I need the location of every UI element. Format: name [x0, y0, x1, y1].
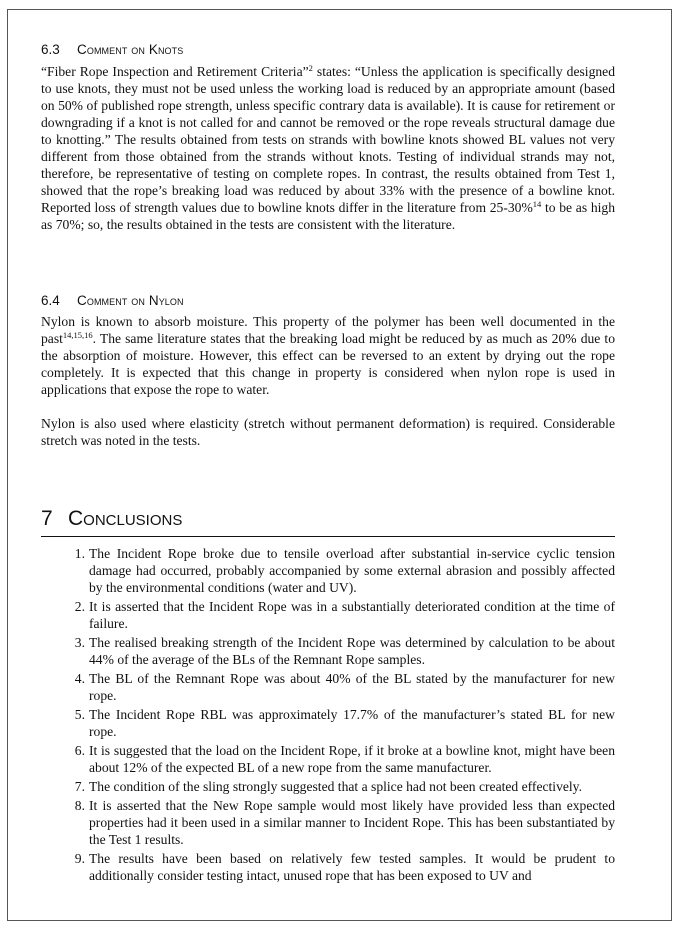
heading-6-3-number: 6.3	[41, 42, 60, 57]
heading-6-3	[41, 42, 183, 57]
document-page	[7, 9, 672, 921]
conclusion-text: The BL of the Remnant Rope was about 40% of the BL stated by the manufacturer for new rope.	[89, 671, 615, 703]
conclusion-number: 6 .	[67, 742, 85, 759]
conclusion-item	[67, 850, 615, 884]
conclusion-number: 7 .	[67, 778, 85, 795]
knots-text-a: “Fiber Rope Inspection and Retirement Criteria”	[41, 64, 309, 79]
conclusion-number: 9 .	[67, 850, 85, 867]
paragraph-nylon-1	[41, 313, 615, 398]
conclusion-item	[67, 598, 615, 632]
nylon-text-b: . The same literature states that the breaking load might be reduced by as much as 20% due to the absorption of moisture. However, this effect can be reversed to an extent by drying out the rope completely. It is expected that this change in property is considered when nylon rope is used in applications that expose the rope to water.	[41, 331, 615, 397]
conclusion-number: 3 .	[67, 634, 85, 651]
heading-7-title: Conclusions	[68, 507, 183, 530]
conclusion-item	[67, 778, 615, 795]
conclusion-number: 8 .	[67, 797, 85, 814]
nylon-text-a: Nylon is known to absorb moisture. This property of the polymer has been well documented in the past	[41, 314, 615, 346]
conclusions-list	[67, 545, 615, 886]
footnote-ref-14-15-16: 14,15,16	[62, 330, 93, 340]
conclusion-number: 5 .	[67, 706, 85, 723]
conclusion-number: 2 .	[67, 598, 85, 615]
conclusion-text: The Incident Rope broke due to tensile overload after substantial in-service cyclic tension damage had occurred, probably accompanied by some external abrasion and possibly affected by the environmental conditions (water and UV).	[89, 546, 615, 595]
heading-6-3-title: Comment on Knots	[77, 42, 184, 57]
conclusion-item	[67, 742, 615, 776]
heading-6-4	[41, 293, 184, 308]
conclusion-item	[67, 797, 615, 848]
conclusion-text: It is asserted that the Incident Rope was in a substantially deteriorated condition at the time of failure.	[89, 599, 615, 631]
footnote-ref-14: 14	[532, 199, 542, 209]
conclusion-item	[67, 670, 615, 704]
paragraph-nylon-2: Nylon is also used where elasticity (stretch without permanent deformation) is required. Considerable stretch was noted in the tests.	[41, 416, 615, 448]
paragraph-knots	[41, 63, 615, 233]
conclusion-text: The realised breaking strength of the Incident Rope was determined by calculation to be about 44% of the average of the BLs of the Remnant Rope samples.	[89, 635, 615, 667]
conclusion-text: It is asserted that the New Rope sample would most likely have provided less than expected properties had it been used in a similar manner to Incident Rope. This has been substantiated by the Test 1 results.	[89, 798, 615, 847]
knots-text-b: states: “Unless the application is specifically designed to use knots, they must not be used unless the working load is reduced by an appropriate amount (based on 50% of published rope strength, unless specific contrary data is available). It is cause for retirement or downgrading if a knot is not called for and cannot be removed or the rope reveals structural damage due to knotting.” The results obtained from tests on strands with bowline knots showed BL values not very different from those obtained from the strands without knots. Testing of individual strands may not, therefore, be representative of testing on complete ropes. In contrast, the results obtained from Test 1, showed that the rope’s breaking load was reduced by about 33% with the presence of a bowline knot. Reported loss of strength values due to bowline knots differ in the literature from 25-30%	[41, 64, 615, 215]
conclusion-item	[67, 706, 615, 740]
heading-6-4-title: Comment on Nylon	[77, 293, 184, 308]
knots-text-c: to be as high as 70%; so, the results obtained in the tests are consistent with the literature.	[41, 200, 615, 232]
conclusion-number: 4 .	[67, 670, 85, 687]
conclusion-item	[67, 634, 615, 668]
conclusion-number: 1 .	[67, 545, 85, 562]
conclusion-text: The results have been based on relatively few tested samples. It would be prudent to additionally consider testing intact, unused rope that has been exposed to UV and	[89, 851, 615, 883]
heading-7-number: 7	[41, 507, 53, 530]
heading-7	[41, 507, 615, 537]
conclusion-text: The Incident Rope RBL was approximately 17.7% of the manufacturer’s stated BL for new rope.	[89, 707, 615, 739]
footnote-ref-2: 2	[308, 63, 313, 73]
conclusion-item	[67, 545, 615, 596]
heading-6-4-number: 6.4	[41, 293, 60, 308]
conclusion-text: The condition of the sling strongly suggested that a splice had not been created effectively.	[89, 779, 582, 794]
conclusion-text: It is suggested that the load on the Incident Rope, if it broke at a bowline knot, might have been about 12% of the expected BL of a new rope from the same manufacturer.	[89, 743, 615, 775]
